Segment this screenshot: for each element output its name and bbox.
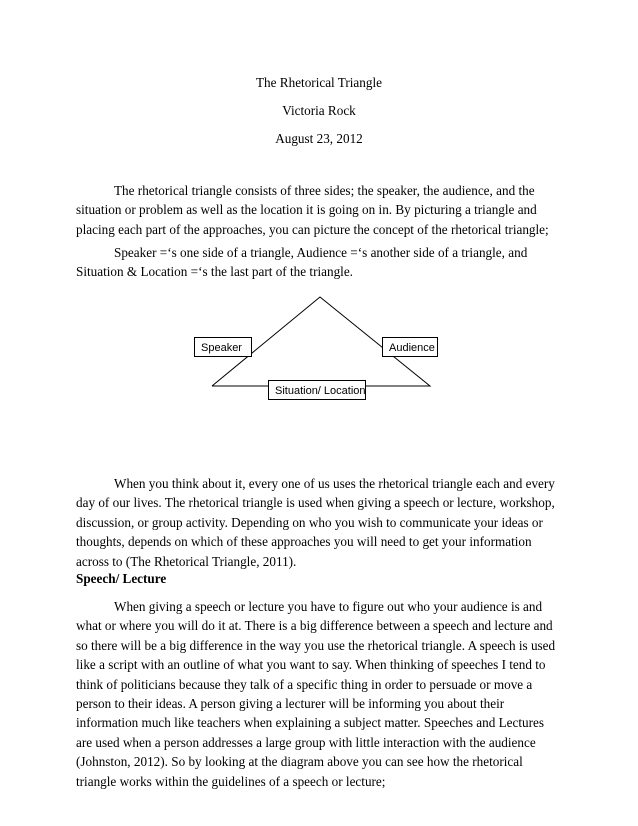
document-date: August 23, 2012 (275, 131, 363, 146)
triangle-sides-paragraph: Speaker =‘s one side of a triangle, Audience =‘s another side of a triangle, and Situation & Location =‘s the last part of the triangle. (76, 245, 528, 280)
speaker-box: Speaker (194, 337, 252, 357)
situation-location-box: Situation/ Location (268, 380, 366, 400)
document-title: The Rhetorical Triangle (256, 75, 382, 90)
usage-paragraph: When you think about it, every one of us uses the rhetorical triangle each and every day of our lives. The rhetorical triangle is used when giving a speech or lecture, workshop, discussion, or group activity. Depending on who you wish to communicate your ideas or thoughts, depends on which of these approaches you will need to get your information across to (The Rhetorical Triangle, 2011). (76, 476, 555, 569)
section-heading: Speech/ Lecture (76, 571, 167, 586)
speech-lecture-paragraph: When giving a speech or lecture you have to figure out who your audience is and what or where you will do it at. There is a big difference between a speech and lecture and so there will be a big difference in the way you use the rhetorical triangle. A speech is used like a script with an outline of what you want to say. When thinking of speeches I tend to think of politicians because they talk of a specific thing in order to persuade or move a person to their ideas. A person giving a lecturer will be informing you about their information much like teachers when explaining a subject matter. Speeches and Lectures are used when a person addresses a large group with little interaction with the audience (Johnston, 2012). So by looking at the diagram above you can see how the rhetorical triangle works within the guidelines of a speech or lecture; (76, 599, 556, 789)
audience-box: Audience (382, 337, 438, 357)
document-author: Victoria Rock (282, 103, 356, 118)
intro-paragraph: The rhetorical triangle consists of three sides; the speaker, the audience, and the situation or problem as well as the location it is going on in. By picturing a triangle and placing each part of the approaches, you can picture the concept of the rhetorical triangle; (76, 183, 549, 237)
rhetorical-triangle-diagram (0, 280, 638, 420)
